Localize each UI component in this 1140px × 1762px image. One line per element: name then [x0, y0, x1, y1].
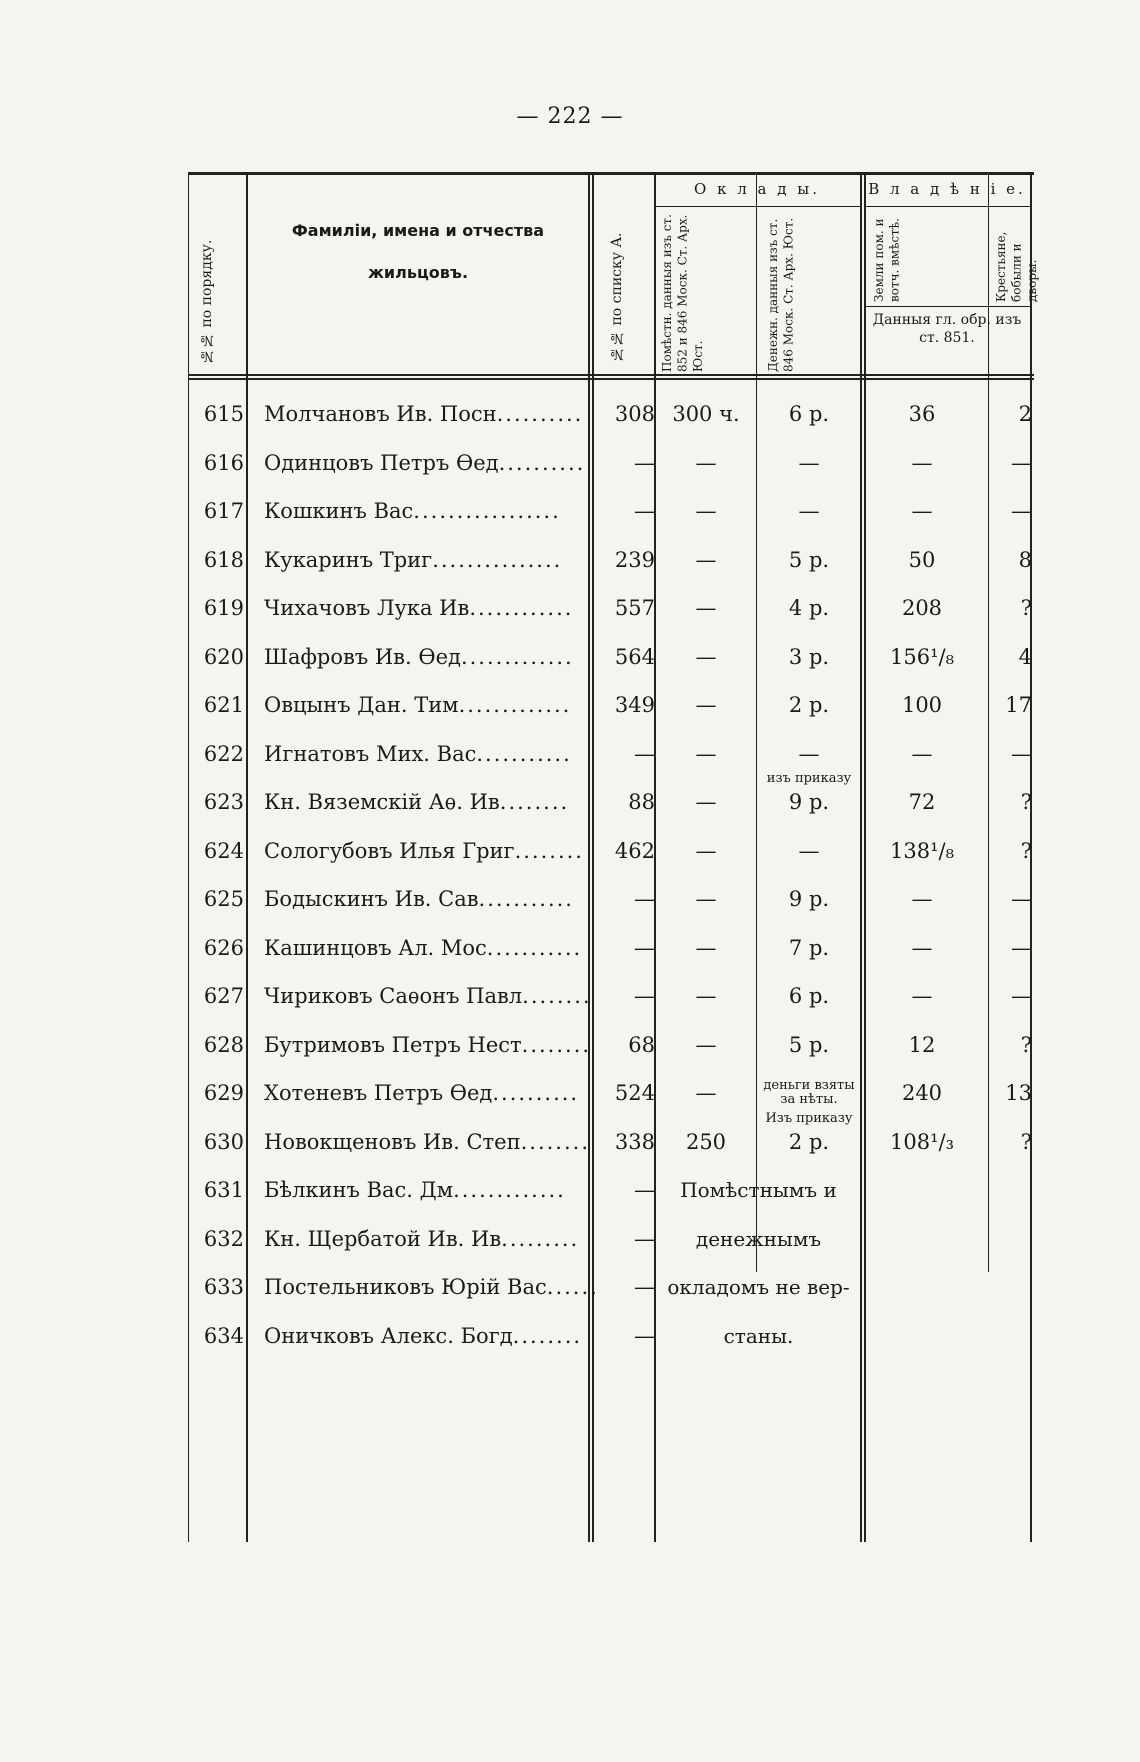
row-land: —: [911, 984, 933, 1008]
row-land: 36: [908, 402, 936, 426]
row-name: Овцынъ Дан. Тим.............: [264, 693, 572, 717]
row-peasants: 4: [1018, 644, 1032, 669]
row-list-number: —: [634, 1323, 655, 1348]
row-denezh: 4 р.: [788, 596, 830, 620]
row-number: 620: [203, 644, 244, 669]
row-land: —: [911, 887, 933, 911]
table-row: [188, 637, 1034, 677]
row-pomest: —: [695, 741, 717, 766]
row-name: Кошкинъ Вас.................: [264, 499, 561, 523]
row-pomest: —: [695, 935, 717, 960]
row-name: Бодыскинъ Ив. Сав...........: [264, 887, 574, 911]
header-vladenie-source: Данныя гл. обр. изъ ст. 851.: [872, 312, 1022, 346]
row-land: 12: [908, 1032, 936, 1057]
row-list-number: 557: [614, 596, 655, 620]
row-land: 208: [901, 596, 943, 620]
table-row: [188, 976, 1034, 1016]
row-name: Постельниковъ Юрій Вас......: [264, 1275, 599, 1299]
row-denezh: 9 р.: [788, 790, 830, 814]
row-list-number: —: [634, 1275, 655, 1299]
row-list-number: —: [634, 499, 655, 523]
row-name: Кн. Щербатой Ив. Ив.........: [264, 1226, 580, 1251]
row-name: Чириковъ Саѳонъ Павл........: [264, 984, 592, 1008]
row-list-number: 88: [628, 790, 655, 814]
row-number: 625: [203, 887, 244, 911]
row-denezh: —: [798, 499, 820, 523]
table-row: [188, 928, 1034, 968]
row-name: Бѣлкинъ Вас. Дм.............: [264, 1178, 566, 1202]
row-denezh: 6 р.: [788, 402, 830, 426]
row-land: 50: [908, 547, 936, 572]
row-list-number: 68: [628, 1032, 655, 1057]
table-row: [188, 1110, 1034, 1162]
row-list-number: 308: [614, 402, 655, 426]
row-peasants: 8: [1018, 547, 1032, 572]
row-list-number: —: [634, 1226, 655, 1251]
row-name: Сологубовъ Илья Григ........: [264, 838, 584, 863]
row-denezh: —: [798, 741, 820, 766]
row-list-number: —: [634, 450, 655, 475]
row-peasants: —: [1011, 935, 1032, 960]
merged-note-line: окладомъ не вер-: [667, 1275, 850, 1299]
row-pomest: —: [695, 450, 717, 475]
table-row: [188, 540, 1034, 580]
row-land: —: [911, 741, 933, 766]
row-number: 626: [203, 935, 244, 960]
row-land: 240: [901, 1081, 943, 1105]
page-number: — 222 —: [516, 104, 624, 129]
row-land: —: [911, 450, 933, 475]
row-denezh: —: [798, 450, 820, 475]
row-denezh: 7 р.: [788, 935, 830, 960]
row-land: —: [911, 499, 933, 523]
header-names: Фамиліи, имена и отчества жильцовъ.: [291, 221, 545, 282]
row-denezh: 2 р.: [788, 693, 830, 717]
row-peasants: ?: [1020, 1129, 1032, 1154]
row-name: Бутримовъ Петръ Нест........: [264, 1032, 592, 1057]
row-name: Игнатовъ Мих. Вас...........: [264, 741, 572, 766]
table-row: [188, 831, 1034, 871]
header-vladenie: В л а д ѣ н і е.: [868, 180, 1026, 198]
header-number: №№ по порядку.: [199, 239, 215, 364]
leader-dots: ............: [469, 596, 574, 620]
row-peasants: ?: [1020, 1032, 1032, 1057]
leader-dots: .............: [460, 644, 574, 669]
table-row: [188, 771, 1034, 822]
row-land: —: [911, 935, 933, 960]
leader-dots: ..........: [498, 450, 586, 475]
row-list-number: 564: [614, 644, 655, 669]
row-pomest: —: [695, 596, 717, 620]
row-number: 623: [203, 790, 244, 814]
table-row: [188, 685, 1034, 725]
row-list-number: —: [634, 935, 655, 960]
row-peasants: ?: [1020, 596, 1032, 620]
leader-dots: ........: [499, 790, 570, 814]
row-number: 616: [203, 450, 244, 475]
row-denezh: 6 р.: [788, 984, 830, 1008]
row-denezh: —: [798, 838, 820, 863]
row-denezh: 5 р.: [788, 547, 830, 572]
header-denezh: Денежн. данныя изъ ст. 846 Моск. Ст. Арх. Юст.: [766, 217, 796, 372]
leader-dots: ......: [546, 1275, 599, 1299]
row-peasants: —: [1011, 499, 1032, 523]
row-land: 100: [901, 693, 943, 717]
leader-dots: ........: [514, 838, 584, 863]
row-list-number: 462: [614, 838, 655, 863]
merged-note-line: денежнымъ: [695, 1226, 822, 1251]
row-list-number: —: [634, 887, 655, 911]
header-zemli: Земли пом. и вотч. вмѣстѣ.: [872, 218, 902, 302]
row-denezh-note: деньги взяты за нѣты.: [763, 1078, 855, 1107]
merged-note-line: Помѣстнымъ и: [680, 1178, 837, 1202]
row-number: 633: [203, 1275, 244, 1299]
row-pomest: —: [695, 887, 717, 911]
row-denezh: 2 р.: [788, 1129, 830, 1154]
row-list-number: 524: [614, 1081, 655, 1105]
row-name: Шафровъ Ив. Ѳед.............: [264, 644, 574, 669]
table-row: [188, 588, 1034, 628]
row-peasants: —: [1011, 887, 1032, 911]
row-name: Чихачовъ Лука Ив............: [264, 596, 574, 620]
header-oklady: О к л а д ы.: [694, 180, 820, 198]
table-row: [188, 394, 1034, 434]
header-list-number: №№ по списку А.: [609, 232, 625, 362]
row-land: 72: [908, 790, 936, 814]
row-number: 621: [203, 693, 244, 717]
row-peasants: 17: [1005, 693, 1032, 717]
header-krest: Крестьяне, бобыли и дворы.: [994, 231, 1040, 302]
row-number: 627: [203, 984, 244, 1008]
row-pomest: 250: [685, 1129, 727, 1154]
row-pomest: —: [695, 499, 717, 523]
leader-dots: ..........: [492, 1081, 580, 1105]
leader-dots: ...........: [478, 887, 574, 911]
row-pomest: —: [695, 1081, 717, 1105]
row-list-number: —: [634, 1178, 655, 1202]
leader-dots: .................: [413, 499, 561, 523]
row-land: 108¹/₃: [890, 1129, 954, 1154]
row-number: 629: [203, 1081, 244, 1105]
leader-dots: ........: [521, 1032, 592, 1057]
row-pomest: —: [695, 644, 717, 669]
row-pomest: —: [695, 838, 717, 863]
row-number: 632: [203, 1226, 244, 1251]
row-name: Хотеневъ Петръ Ѳед..........: [264, 1081, 580, 1105]
leader-dots: ...........: [476, 741, 572, 766]
table-row: [188, 1219, 1034, 1259]
row-list-number: —: [634, 741, 655, 766]
leader-dots: .........: [501, 1226, 580, 1251]
row-pomest: —: [695, 1032, 717, 1057]
row-list-number: 239: [614, 547, 655, 572]
row-name: Кукаринъ Триг...............: [264, 547, 563, 572]
table-row: [188, 734, 1034, 774]
header-pomest: Помѣстн. данныя изъ ст. 852 и 846 Моск. Ст. Арх. Юст.: [660, 214, 706, 372]
row-denezh: 5 р.: [788, 1032, 830, 1057]
leader-dots: ........: [520, 1129, 590, 1154]
table-row: [188, 443, 1034, 483]
table-row: [188, 1316, 1034, 1356]
row-peasants: ?: [1020, 790, 1032, 814]
row-pomest: —: [695, 984, 717, 1008]
row-list-number: 349: [614, 693, 655, 717]
leader-dots: ........: [512, 1323, 583, 1348]
table-row: [188, 1170, 1034, 1210]
row-name: Кн. Вяземскій Аѳ. Ив........: [264, 790, 570, 814]
row-name: Одинцовъ Петръ Ѳед..........: [264, 450, 586, 475]
row-pomest: —: [695, 547, 717, 572]
row-number: 622: [203, 741, 244, 766]
row-denezh: 3 р.: [788, 644, 830, 669]
table-row: [188, 879, 1034, 919]
leader-dots: .............: [453, 1178, 566, 1202]
row-peasants: ?: [1020, 838, 1032, 863]
leader-dots: ...........: [486, 935, 583, 960]
row-number: 628: [203, 1032, 244, 1057]
row-list-number: 338: [614, 1129, 655, 1154]
leader-dots: ..........: [496, 402, 584, 426]
row-number: 631: [203, 1178, 244, 1202]
leader-dots: .............: [458, 693, 572, 717]
row-number: 619: [203, 596, 244, 620]
row-peasants: —: [1011, 450, 1032, 475]
row-name: Новокщеновъ Ив. Степ........: [264, 1129, 590, 1154]
row-pomest: 300 ч.: [672, 402, 740, 426]
row-land: 156¹/₈: [890, 644, 954, 669]
table-row: [188, 1073, 1034, 1113]
row-name: Кашинцовъ Ал. Мос...........: [264, 935, 583, 960]
row-number: 624: [203, 838, 244, 863]
row-number: 617: [203, 499, 244, 523]
row-pomest: —: [695, 790, 717, 814]
row-pomest: —: [695, 693, 717, 717]
row-peasants: —: [1011, 741, 1032, 766]
leader-dots: ........: [522, 984, 592, 1008]
row-list-number: —: [634, 984, 655, 1008]
leader-dots: ...............: [432, 547, 563, 572]
row-peasants: —: [1011, 984, 1032, 1008]
row-number: 630: [203, 1129, 244, 1154]
table-row: [188, 1267, 1034, 1307]
row-name: Молчановъ Ив. Посн..........: [264, 402, 584, 426]
row-land: 138¹/₈: [890, 838, 954, 863]
row-number: 634: [203, 1323, 244, 1348]
row-denezh: 9 р.: [788, 887, 830, 911]
row-denezh-note: изъ приказу: [766, 771, 852, 786]
merged-note-line: станы.: [723, 1323, 794, 1348]
table-row: [188, 1025, 1034, 1065]
row-name: Оничковъ Алекс. Богд........: [264, 1323, 583, 1348]
row-number: 618: [203, 547, 244, 572]
row-peasants: 13: [1005, 1081, 1032, 1105]
row-number: 615: [203, 402, 244, 426]
row-denezh-note: Изъ приказу: [765, 1110, 853, 1126]
register-table: [188, 172, 1040, 1542]
row-peasants: 2: [1018, 402, 1032, 426]
table-row: [188, 491, 1034, 531]
